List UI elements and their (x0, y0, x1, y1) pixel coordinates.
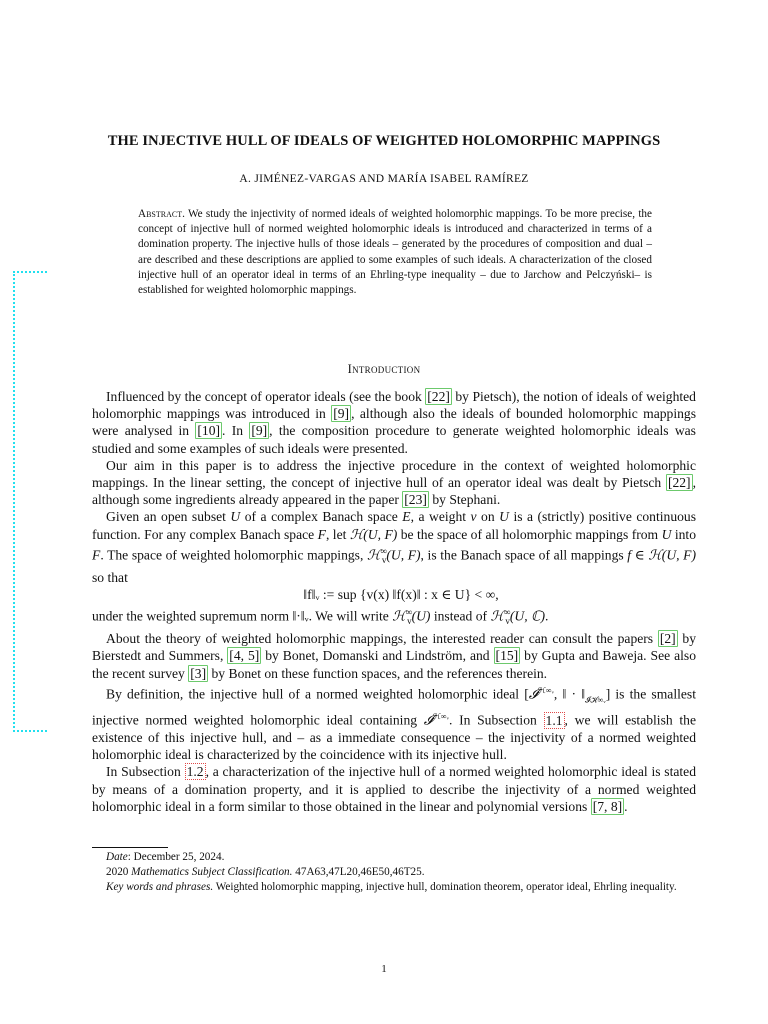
math-inline: F (317, 526, 326, 542)
math-inline: U (499, 509, 509, 525)
footnotes (92, 850, 696, 895)
display-formula: ‖f‖ᵥ := sup {v(x) ‖f(x)‖ : x ∈ U} < ∞, (303, 587, 499, 603)
paper-authors: A. JIMÉNEZ-VARGAS AND MARÍA ISABEL RAMÍREZ (239, 173, 529, 185)
math-inline: ℋ (490, 608, 504, 624)
subsection-ref-link[interactable]: 1.2 (186, 764, 204, 780)
abstract-text: We study the injectivity of normed ideals of weighted holomorphic mappings. To be more precise, the concept of injective hull of normed weighted holomorphic ideals is introduced and characterized in terms of a domination property. The injective hulls of those ideals – generated by the procedures of composition and dual – are described and these descriptions are applied to some examples of such ideals. A characterization of the closed injective hull of an operator ideal in terms of an Ehrling-type inequality – due to Jarchow and Pelczyński– is established for weighted holomorphic mappings. (138, 208, 652, 297)
citation-link[interactable]: [22] (667, 475, 691, 491)
abstract-label: Abstract. (138, 208, 185, 220)
citation-link[interactable]: [4, 5] (229, 648, 260, 664)
paragraph-4: under the weighted supremum norm ‖·‖ᵥ. We will write ℋ∞$_v$(U) instead of ℋ∞$_v$(U, ℂ). (92, 606, 549, 626)
footnote-rule (92, 847, 168, 848)
page-number: 1 (381, 963, 387, 975)
paper-title: THE INJECTIVE HULL OF IDEALS OF WEIGHTED HOLOMORPHIC MAPPINGS (107, 133, 661, 149)
introduction-body (92, 388, 696, 815)
math-inline: ℋ(U, F) (648, 547, 696, 563)
math-inline: U (661, 526, 672, 542)
math-inline: ℋ(U, F) (349, 526, 398, 542)
paragraph-7: In Subsection 1.2 , a characterization of the injective hull of a normed weighted holomorphic ideal is stated by means of a domination property, and it is applied to describe the injectivity of a normed weighted holomorphic ideal in a form similar to those obtained in the linear and polynomial versions [7, 8] . (92, 764, 696, 814)
margin-annotation-box (13, 271, 47, 732)
footnote-date: Date: December 25, 2024. (106, 851, 225, 863)
math-inline: E (402, 509, 411, 525)
citation-link[interactable]: [23] (404, 492, 427, 508)
citation-link[interactable]: [2] (659, 631, 676, 647)
paragraph-1: Influenced by the concept of operator ideals (see the book [22] by Pietsch), the notion of ideals of weighted holomorphic mappings was introduced in [9] , although also the ideals of bounded holomorphic mappings were analysed in [10] . In [9] , the composition procedure to generate weighted holomorphic ideals was studied and some examples of such ideals were presented. (92, 389, 696, 456)
footnote-msc: 2020 Mathematics Subject Classification. 47A63,47L20,46E50,46T25. (106, 866, 425, 878)
abstract (138, 207, 652, 298)
math-inline: ℋ (366, 547, 381, 563)
section-heading-introduction: Introduction (347, 362, 421, 376)
footnote-keywords: Key words and phrases. Weighted holomorphic mapping, injective hull, domination theorem, operator ideal, Ehrling inequality. (106, 881, 677, 893)
citation-link[interactable]: [22] (427, 389, 450, 404)
paragraph-5: About the theory of weighted holomorphic mappings, the interested reader can consult the papers [2] by Bierstedt and Summers, [4, 5] by Bonet, Domanski and Lindström, and [15] by Gupta and Baweja. See also the recent survey [3] by Bonet on these function spaces, and the references therein. (92, 631, 696, 681)
math-inline: f (627, 547, 632, 563)
math-inline: v (470, 509, 477, 525)
math-inline: F (92, 547, 101, 563)
paragraph-6: By definition, the injective hull of a normed weighted holomorphic ideal [𝓘$^{ℋ\infty ᵥ}$, ‖ · $‖_{𝓘ℋ\infty ᵥ}$] is the smallest injective normed weighted holomorphic ideal containing 𝓘$^{ℋ\infty ᵥ}$. In Subsection 1.1 , we will establish the existence of this injective hull, and – as a immediate consequence – the injectivity of a normed weighted holomorphic ideal is characterized by the coincidence with its injective hull. (92, 685, 696, 763)
citation-link[interactable]: [3] (190, 665, 207, 681)
citation-link[interactable]: [9] (333, 406, 350, 422)
math-inline: ℋ (392, 608, 406, 624)
citation-link[interactable]: [15] (495, 648, 519, 664)
math-inline: 𝓘 (423, 712, 433, 728)
citation-link[interactable]: [7, 8] (592, 798, 623, 814)
paragraph-3: Given an open subset U of a complex Banach space E, a weight v on U is a (strictly) positive continuous function. For any complex Banach space F, let ℋ(U, F) be the space of all holomorphic mappings from U into F. The space of weighted holomorphic mappings, ℋ∞$_v$(U, F), is the Banach space of all mappings f ∈ ℋ(U, F) so that (92, 509, 696, 586)
citation-link[interactable]: [9] (251, 423, 268, 439)
paragraph-2: Our aim in this paper is to address the injective procedure in the context of weighted holomorphic mappings. In the linear setting, the concept of injective hull of an operator ideal was dealt by Pietsch [22] , although some ingredients already appeared in the paper [23] by Stephani. (92, 457, 696, 508)
subsection-ref-link[interactable]: 1.1 (545, 712, 563, 728)
math-inline: U (230, 509, 241, 525)
citation-link[interactable]: [10] (197, 423, 221, 439)
math-inline: 𝓘 (528, 686, 538, 702)
